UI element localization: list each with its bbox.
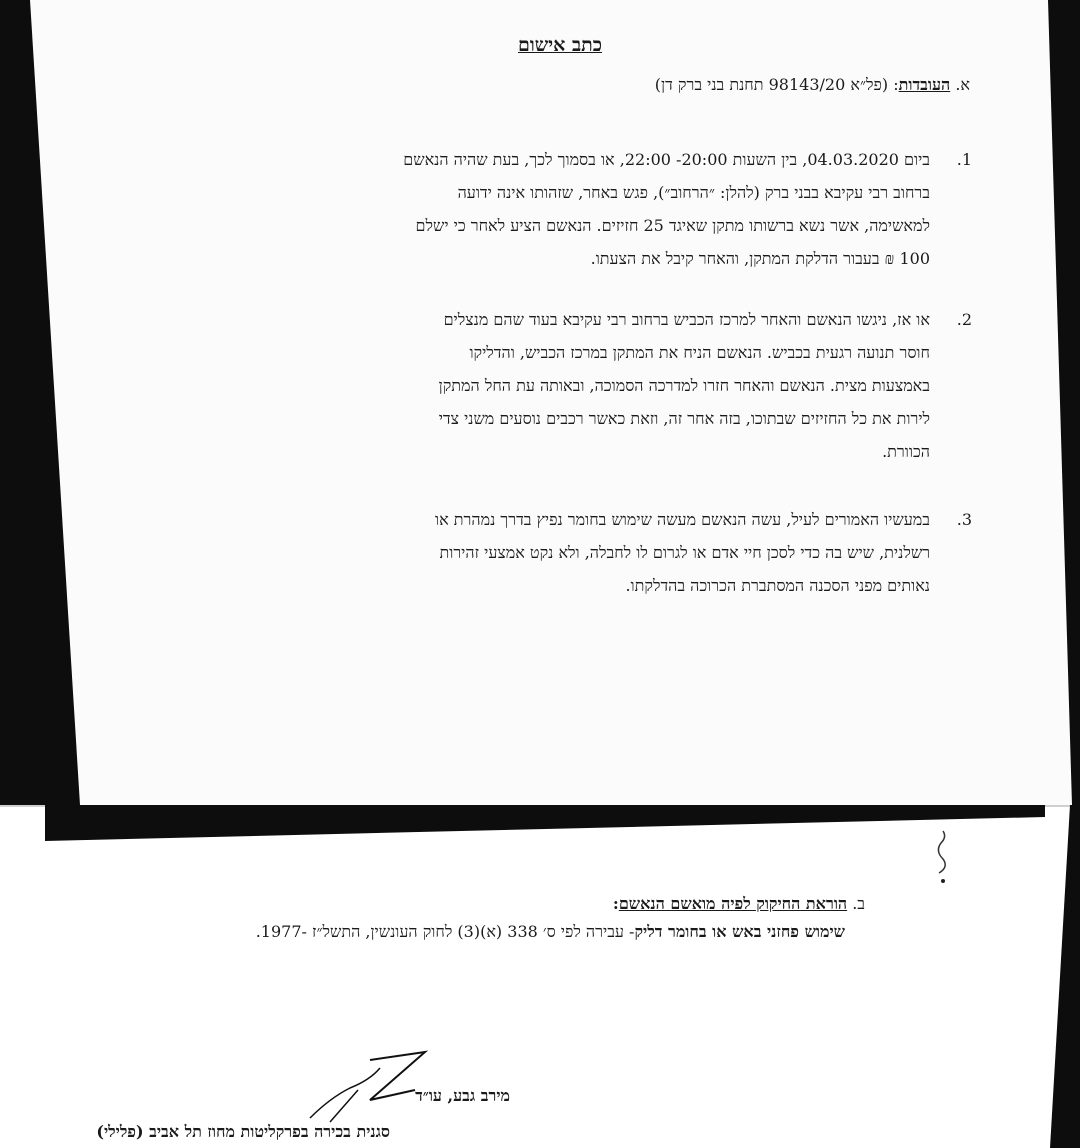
signer-name: מירב גבע, עו״ד [415,1086,510,1105]
section-a-header [410,72,970,98]
paragraph-line: 100 ₪ בעבור הדלקת המתקן, והאחר קיבל את הצעתו. [590,249,930,268]
paragraph-line: באמצעות מצית. הנאשם והאחר חזרו למדרכה הסמוכה, ובאותה עת החל המתקן [438,376,930,395]
paragraph-number: 3. [956,510,972,529]
paragraph-number: 2. [956,310,972,329]
handwritten-signature [300,1030,440,1125]
paragraph-2 [280,303,972,468]
section-a-letter: א. [955,75,970,94]
section-b-heading: הוראת החיקוק לפיה מואשם הנאשם [618,894,848,913]
page-1-body [60,0,1040,805]
paragraph-line: או אז, ניגשו הנאשם והאחר למרכז הכביש ברחוב רבי עקיבא בעוד שהם מנצלים [443,310,930,329]
paragraph-3 [280,503,972,602]
paragraph-number: 1. [956,150,972,169]
paragraph-line: ביום 04.03.2020, בין השעות 20:00- 22:00, או בסמוך לכך, בעת שהיה הנאשם [403,150,930,169]
offense-line [45,918,845,946]
paragraph-line: נאותים מפני הסכנה המסתברת הכרוכה בהדלקתו. [625,576,930,595]
paragraph-line: הכוורת. [882,442,930,461]
paragraph-line: לירות את כל החזיזים שבתוכו, בזה אחר זה, וזאת כאשר רכבים נוסעים משני צדי [438,409,930,428]
paragraph-1 [280,143,972,275]
page-2 [0,805,1080,1148]
offense-name: שימוש פחזני באש או בחומר דליק [634,922,845,941]
paragraph-line: למאשימה, אשר נשא ברשותו מתקן שאיגד 25 חזיזים. הנאשם הציע לאחר כי ישלם [415,216,930,235]
paragraph-line: ברחוב רבי עקיבא בבני ברק (להלן: ״הרחוב״), פגש באחר, שזהותו אינה ידועה [457,183,930,202]
section-a-heading: העובדות [898,75,951,94]
paragraph-line: חוסר תנועה רגעית בכביש. הנאשם הניח את המתקן במרכז הכביש, והדליקו [469,343,930,362]
scan-top-band [45,805,1045,841]
section-a-reference: : (פל״א 98143/20 תחנת בני ברק דן) [654,75,899,94]
offense-rest: - עבירה לפי ס׳ 338 (א)(3) לחוק העונשין, התשל״ז -1977. [255,922,635,941]
paragraph-line: במעשיו האמורים לעיל, עשה הנאשם מעשה שימוש בחומר נפיץ בדרך נמהרת או [434,510,930,529]
signer-title: סגנית בכירה בפרקליטות מחוז תל אביב (פלילי) [96,1122,390,1141]
document-title: כתב אישום [518,34,602,56]
paragraph-line: רשלנית, שיש בה כדי לסכן חיי אדם או לגרום לו לחבלה, ולא נקט אמצעי זהירות [439,543,930,562]
section-b-letter: ב. [852,894,865,913]
scan-mark-icon [915,825,965,885]
section-b-header [265,890,865,918]
section-b-colon: : [612,894,619,913]
scan-right-edge [1020,805,1080,1148]
